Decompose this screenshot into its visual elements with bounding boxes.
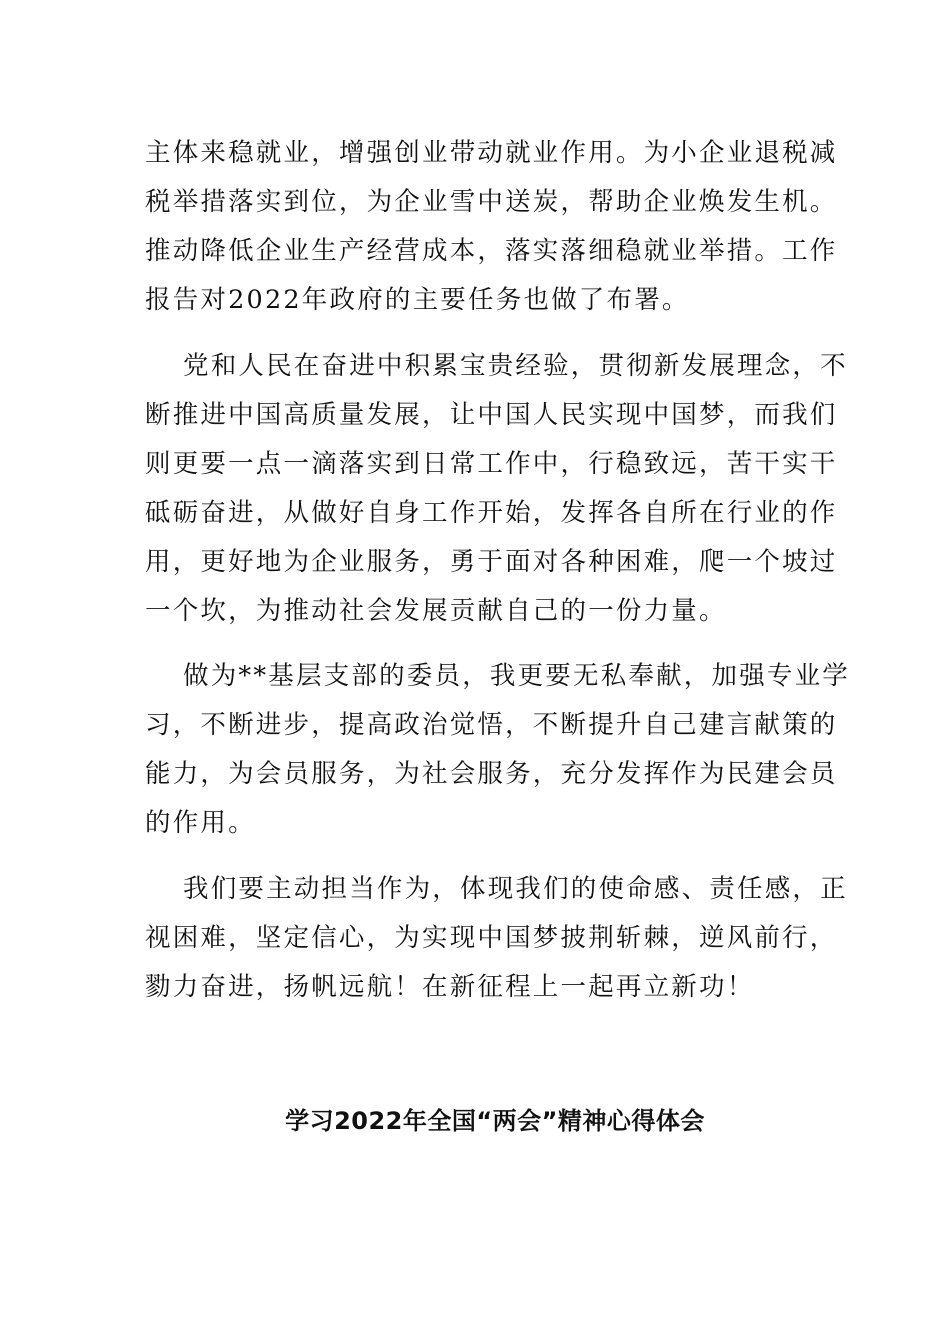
paragraph-2-line-5: 用，更好地为企业服务，勇于面对各种困难，爬一个坡过 bbox=[145, 547, 838, 577]
paragraph-4-line-3: 勠力奋进，扬帆远航！在新征程上一起再立新功！ bbox=[145, 972, 755, 1002]
paragraph-3-line-2: 习，不断进步，提高政治觉悟，不断提升自己建言献策的 bbox=[145, 710, 838, 740]
paragraph-1-line-4: 报告对2022年政府的主要任务也做了布署。 bbox=[145, 285, 690, 315]
paragraph-2-line-6: 一个坎，为推动社会发展贡献自己的一份力量。 bbox=[145, 596, 727, 626]
paragraph-1-line-2: 税举措落实到位，为企业雪中送炭，帮助企业焕发生机。 bbox=[145, 187, 838, 217]
paragraph-1-line-3: 推动降低企业生产经营成本，落实落细稳就业举措。工作 bbox=[145, 236, 838, 266]
paragraph-3-line-3: 能力，为会员服务，为社会服务，充分发挥作为民建会员 bbox=[145, 759, 838, 789]
paragraph-2-line-1: 党和人民在奋进中积累宝贵经验，贯彻新发展理念，不 bbox=[183, 351, 848, 381]
paragraph-2-line-3: 则更要一点一滴落实到日常工作中，行稳致远，苦干实干 bbox=[145, 449, 838, 479]
section-title: 学习2022年全国“两会”精神心得体会 bbox=[285, 1107, 705, 1135]
paragraph-2-line-2: 断推进中国高质量发展，让中国人民实现中国梦，而我们 bbox=[145, 400, 838, 430]
paragraph-1-line-1: 主体来稳就业，增强创业带动就业作用。为小企业退税减 bbox=[145, 138, 838, 168]
paragraph-4-line-2: 视困难，坚定信心，为实现中国梦披荆斩棘，逆风前行， bbox=[145, 923, 838, 953]
paragraph-3-line-4: 的作用。 bbox=[145, 808, 256, 838]
paragraph-3-line-1: 做为**基层支部的委员，我更要无私奉献，加强专业学 bbox=[183, 661, 851, 691]
paragraph-4-line-1: 我们要主动担当作为，体现我们的使命感、责任感，正 bbox=[183, 874, 848, 904]
paragraph-2-line-4: 砥砺奋进，从做好自身工作开始，发挥各自所在行业的作 bbox=[145, 498, 838, 528]
